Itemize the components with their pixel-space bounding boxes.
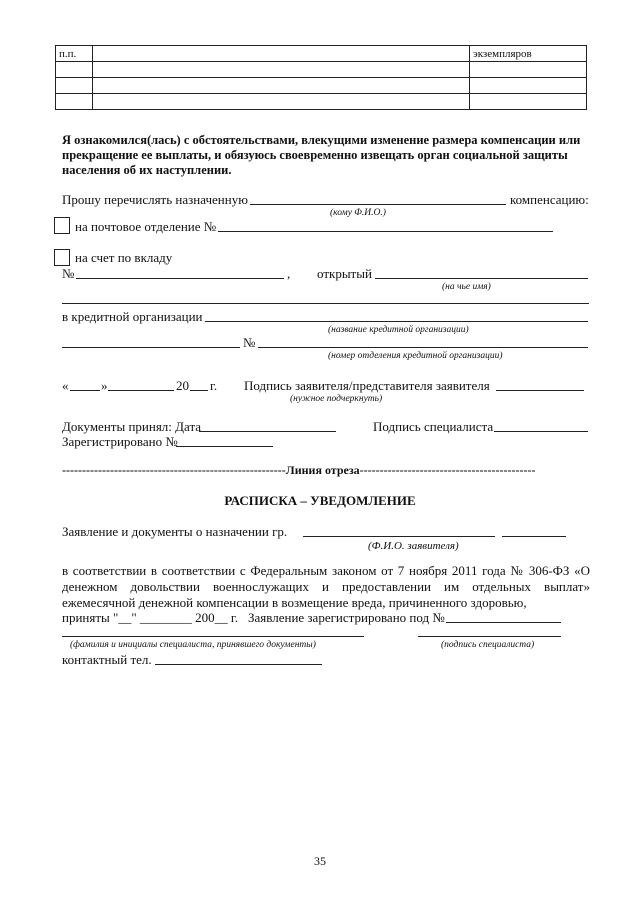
receipt-accepted-date[interactable]: " ________ 200__ г. <box>131 610 239 625</box>
account-comma: , <box>287 266 291 281</box>
receipt-specialist-signature-field[interactable] <box>418 636 561 637</box>
request-prefix: Прошу перечислять назначенную <box>62 192 248 207</box>
table-cell[interactable] <box>470 94 587 110</box>
applicant-signature-field[interactable] <box>496 390 584 391</box>
branch-number-label: № <box>243 335 256 350</box>
table-cell[interactable] <box>470 62 587 78</box>
request-suffix: компенсацию: <box>510 192 589 207</box>
registered-number-field[interactable] <box>176 446 273 447</box>
post-office-checkbox[interactable] <box>54 217 70 234</box>
table-header-cell <box>93 46 470 62</box>
table-header-cell: экземпляров <box>470 46 587 62</box>
receipt-applicant-extra-field[interactable] <box>502 536 566 537</box>
credit-org-label: в кредитной организации <box>62 309 203 324</box>
post-office-number-field[interactable] <box>218 231 553 232</box>
account-number-field[interactable] <box>76 278 284 279</box>
applicant-signature-label: Подпись заявителя/представителя заявителя <box>244 378 490 393</box>
docs-accepted-date-field[interactable] <box>199 431 336 432</box>
recipient-caption: (кому Ф.И.О.) <box>330 208 386 218</box>
date-quote-open: « <box>62 378 69 393</box>
receipt-law-text: в соответствии в соответствии с Федеральным законом от 7 ноября 2011 года № 306-ФЗ «О денежном довольствии военнослужащих и предоставлении им отдельных выплат» ежемесячной денежной компенсации в возмещение вреда, причиненного здоровью, <box>62 563 590 610</box>
receipt-accepted-day[interactable]: __ <box>118 610 132 625</box>
table-cell[interactable] <box>93 94 470 110</box>
branch-number-field[interactable] <box>258 347 588 348</box>
date-year-prefix: 20 <box>176 378 189 393</box>
post-office-label: на почтовое отделение № <box>75 219 217 234</box>
table-header-row <box>56 46 587 62</box>
table-cell[interactable] <box>93 78 470 94</box>
contact-phone-field[interactable] <box>155 664 322 665</box>
date-day-field[interactable] <box>70 390 100 391</box>
table-row <box>56 78 587 94</box>
receipt-specialist-name-field[interactable] <box>62 636 364 637</box>
account-holder-caption: (на чье имя) <box>442 282 491 292</box>
notice-text: Я ознакомился(лась) с обстоятельствами, влекущими изменение размера компенсации или прекращение ее выплаты, и обязуюсь своевременно извещать орган социальной защиты населения об их наступлении. <box>62 133 581 177</box>
underline-caption: (нужное подчеркнуть) <box>290 394 383 404</box>
table-row <box>56 94 587 110</box>
branch-caption: (номер отделения кредитной организации) <box>328 351 503 361</box>
docs-accepted-label: Документы принял: Дата <box>62 419 202 434</box>
credit-org-caption: (название кредитной организации) <box>328 325 469 335</box>
date-month-field[interactable] <box>108 390 174 391</box>
table-cell[interactable] <box>56 62 93 78</box>
registered-label: Зарегистрировано № <box>62 434 178 449</box>
date-quote-close: » <box>101 378 108 393</box>
table-row <box>56 62 587 78</box>
specialist-signature-field[interactable] <box>494 431 588 432</box>
receipt-signature-caption: (подпись специалиста) <box>441 640 535 650</box>
receipt-applicant-caption: (Ф.И.О. заявителя) <box>368 540 459 552</box>
table-cell[interactable] <box>93 62 470 78</box>
account-holder-field[interactable] <box>375 278 588 279</box>
cut-line: --------------------------------------------------------Линия отреза-------------------------------------------- <box>62 463 536 477</box>
credit-org-extra-field[interactable] <box>62 347 240 348</box>
receipt-specialist-caption: (фамилия и инициалы специалиста, принявшего документы) <box>70 640 316 650</box>
table-cell[interactable] <box>470 78 587 94</box>
page-number: 35 <box>314 854 326 868</box>
receipt-accepted-prefix: приняты " <box>62 610 119 625</box>
receipt-applicant-name-field[interactable] <box>303 536 495 537</box>
table-cell[interactable] <box>56 78 93 94</box>
account-number-label: № <box>62 266 75 281</box>
specialist-signature-label: Подпись специалиста <box>373 419 494 434</box>
account-opened-label: открытый <box>317 266 372 281</box>
date-year-field[interactable] <box>190 390 208 391</box>
account-label: на счет по вкладу <box>75 250 173 265</box>
receipt-applicant-label: Заявление и документы о назначении гр. <box>62 524 288 539</box>
receipt-accepted-line <box>62 610 238 626</box>
table-header-cell: п.п. <box>56 46 93 62</box>
receipt-title: РАСПИСКА – УВЕДОМЛЕНИЕ <box>224 493 416 508</box>
blank-line[interactable] <box>62 303 589 304</box>
account-checkbox[interactable] <box>54 249 70 266</box>
credit-org-name-field[interactable] <box>205 321 588 322</box>
receipt-registered-number-field[interactable] <box>446 622 561 623</box>
table-cell[interactable] <box>56 94 93 110</box>
recipient-name-field[interactable] <box>250 204 506 205</box>
receipt-registered-label: Заявление зарегистрировано под № <box>248 610 445 625</box>
contact-phone-label: контактный тел. <box>62 652 152 667</box>
documents-table <box>55 45 587 110</box>
date-year-suffix: г. <box>210 378 218 393</box>
